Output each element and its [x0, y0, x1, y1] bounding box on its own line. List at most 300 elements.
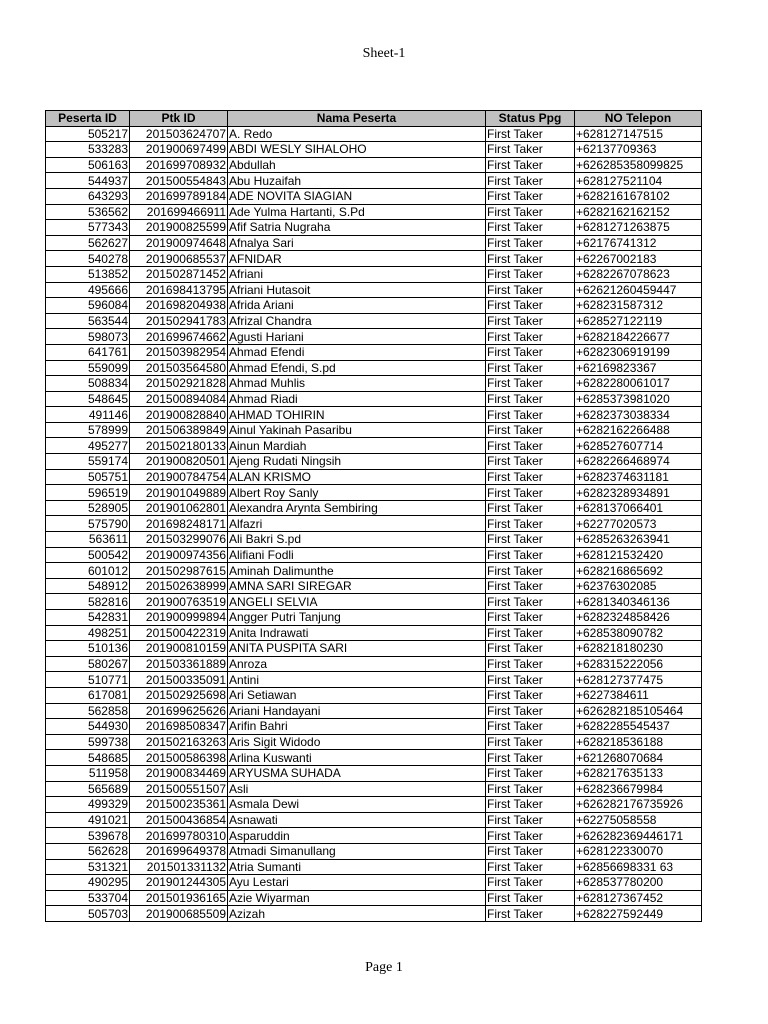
no-telepon-cell: +621268070684	[575, 750, 702, 766]
ptk-id-cell: 201502163263	[130, 734, 228, 750]
nama-peserta-cell: Albert Roy Sanly	[228, 485, 486, 501]
nama-peserta-cell: Anita Indrawati	[228, 625, 486, 641]
no-telepon-cell: +62277020573	[575, 516, 702, 532]
nama-peserta-cell: Ariani Handayani	[228, 703, 486, 719]
status-ppg-cell: First Taker	[486, 173, 575, 189]
no-telepon-cell: +6282373038334	[575, 407, 702, 423]
peserta-id-cell: 499329	[46, 797, 130, 813]
peserta-id-cell: 563611	[46, 532, 130, 548]
table-row	[46, 828, 702, 844]
peserta-id-cell: 577343	[46, 220, 130, 236]
nama-peserta-cell: Ali Bakri S.pd	[228, 532, 486, 548]
table-row	[46, 610, 702, 626]
nama-peserta-cell: ABDI WESLY SIHALOHO	[228, 142, 486, 158]
table-row	[46, 173, 702, 189]
status-ppg-cell: First Taker	[486, 376, 575, 392]
ptk-id-cell: 201698413795	[130, 282, 228, 298]
table-row	[46, 812, 702, 828]
peserta-id-cell: 548685	[46, 750, 130, 766]
nama-peserta-cell: Ainul Yakinah Pasaribu	[228, 422, 486, 438]
table-row	[46, 687, 702, 703]
peserta-id-cell: 596519	[46, 485, 130, 501]
ptk-id-cell: 201699649378	[130, 843, 228, 859]
nama-peserta-cell: Arifin Bahri	[228, 719, 486, 735]
no-telepon-cell: +626282176735926	[575, 797, 702, 813]
nama-peserta-cell: A. Redo	[228, 126, 486, 142]
table-row	[46, 656, 702, 672]
peserta-id-cell: 528905	[46, 500, 130, 516]
ptk-id-cell: 201901244305	[130, 875, 228, 891]
nama-peserta-cell: Ari Setiawan	[228, 687, 486, 703]
ptk-id-cell: 201699708932	[130, 157, 228, 173]
table-row	[46, 563, 702, 579]
status-ppg-cell: First Taker	[486, 687, 575, 703]
table-row	[46, 906, 702, 922]
no-telepon-cell: +628121532420	[575, 547, 702, 563]
ptk-id-cell: 201699780310	[130, 828, 228, 844]
no-telepon-cell: +62169823367	[575, 360, 702, 376]
status-ppg-cell: First Taker	[486, 313, 575, 329]
no-telepon-cell: +6282184226677	[575, 329, 702, 345]
table-row	[46, 516, 702, 532]
ptk-id-cell: 201500894084	[130, 391, 228, 407]
no-telepon-cell: +628538090782	[575, 625, 702, 641]
column-header-no-telepon: NO Telepon	[575, 111, 702, 127]
ptk-id-cell: 201502987615	[130, 563, 228, 579]
status-ppg-cell: First Taker	[486, 485, 575, 501]
no-telepon-cell: +6282374631181	[575, 469, 702, 485]
table-row	[46, 641, 702, 657]
nama-peserta-cell: Asmala Dewi	[228, 797, 486, 813]
table-row	[46, 157, 702, 173]
table-row	[46, 126, 702, 142]
no-telepon-cell: +6282285545437	[575, 719, 702, 735]
status-ppg-cell: First Taker	[486, 719, 575, 735]
peserta-id-cell: 495666	[46, 282, 130, 298]
status-ppg-cell: First Taker	[486, 266, 575, 282]
status-ppg-cell: First Taker	[486, 422, 575, 438]
status-ppg-cell: First Taker	[486, 610, 575, 626]
table-row	[46, 266, 702, 282]
status-ppg-cell: First Taker	[486, 859, 575, 875]
nama-peserta-cell: ADE NOVITA SIAGIAN	[228, 188, 486, 204]
nama-peserta-cell: Alexandra Arynta Sembiring	[228, 500, 486, 516]
nama-peserta-cell: Anroza	[228, 656, 486, 672]
status-ppg-cell: First Taker	[486, 828, 575, 844]
no-telepon-cell: +628236679984	[575, 781, 702, 797]
column-header-ptk-id: Ptk ID	[130, 111, 228, 127]
peserta-id-cell: 643293	[46, 188, 130, 204]
ptk-id-cell: 201501331132	[130, 859, 228, 875]
no-telepon-cell: +6282306919199	[575, 344, 702, 360]
table-row	[46, 391, 702, 407]
peserta-id-cell: 548912	[46, 578, 130, 594]
ptk-id-cell: 201901049889	[130, 485, 228, 501]
no-telepon-cell: +628315222056	[575, 656, 702, 672]
table-row	[46, 454, 702, 470]
no-telepon-cell: +628127521104	[575, 173, 702, 189]
peserta-id-cell: 575790	[46, 516, 130, 532]
table-row	[46, 547, 702, 563]
ptk-id-cell: 201500436854	[130, 812, 228, 828]
peserta-id-cell: 544930	[46, 719, 130, 735]
table-body	[46, 126, 702, 921]
ptk-id-cell: 201699674662	[130, 329, 228, 345]
ptk-id-cell: 201900825599	[130, 220, 228, 236]
no-telepon-cell: +6227384611	[575, 687, 702, 703]
nama-peserta-cell: Afrida Ariani	[228, 298, 486, 314]
ptk-id-cell: 201500335091	[130, 672, 228, 688]
nama-peserta-cell: Agusti Hariani	[228, 329, 486, 345]
nama-peserta-cell: Abu Huzaifah	[228, 173, 486, 189]
no-telepon-cell: +628227592449	[575, 906, 702, 922]
table-row	[46, 797, 702, 813]
nama-peserta-cell: Asnawati	[228, 812, 486, 828]
table-row	[46, 859, 702, 875]
table-row	[46, 765, 702, 781]
ptk-id-cell: 201900834469	[130, 765, 228, 781]
peserta-id-cell: 563544	[46, 313, 130, 329]
no-telepon-cell: +628527122119	[575, 313, 702, 329]
nama-peserta-cell: ARYUSMA SUHADA	[228, 765, 486, 781]
table-row	[46, 843, 702, 859]
status-ppg-cell: First Taker	[486, 563, 575, 579]
no-telepon-cell: +628218536188	[575, 734, 702, 750]
no-telepon-cell: +6282266468974	[575, 454, 702, 470]
no-telepon-cell: +628218180230	[575, 641, 702, 657]
no-telepon-cell: +628127377475	[575, 672, 702, 688]
nama-peserta-cell: Ade Yulma Hartanti, S.Pd	[228, 204, 486, 220]
status-ppg-cell: First Taker	[486, 500, 575, 516]
peserta-id-cell: 513852	[46, 266, 130, 282]
table-row	[46, 142, 702, 158]
status-ppg-cell: First Taker	[486, 750, 575, 766]
ptk-id-cell: 201900784754	[130, 469, 228, 485]
peserta-id-cell: 641761	[46, 344, 130, 360]
column-header-peserta-id: Peserta ID	[46, 111, 130, 127]
peserta-id-cell: 491146	[46, 407, 130, 423]
peserta-id-cell: 511958	[46, 765, 130, 781]
peserta-id-cell: 580267	[46, 656, 130, 672]
peserta-id-cell: 559174	[46, 454, 130, 470]
peserta-id-cell: 539678	[46, 828, 130, 844]
ptk-id-cell: 201900828840	[130, 407, 228, 423]
no-telepon-cell: +62275058558	[575, 812, 702, 828]
table-row	[46, 235, 702, 251]
peserta-id-cell: 562858	[46, 703, 130, 719]
nama-peserta-cell: Afnalya Sari	[228, 235, 486, 251]
peserta-id-cell: 490295	[46, 875, 130, 891]
no-telepon-cell: +628127367452	[575, 890, 702, 906]
nama-peserta-cell: Azie Wiyarman	[228, 890, 486, 906]
no-telepon-cell: +62267002183	[575, 251, 702, 267]
status-ppg-cell: First Taker	[486, 890, 575, 906]
status-ppg-cell: First Taker	[486, 843, 575, 859]
table-row	[46, 594, 702, 610]
status-ppg-cell: First Taker	[486, 360, 575, 376]
no-telepon-cell: +62856698331 63	[575, 859, 702, 875]
status-ppg-cell: First Taker	[486, 344, 575, 360]
nama-peserta-cell: ALAN KRISMO	[228, 469, 486, 485]
no-telepon-cell: +628217635133	[575, 765, 702, 781]
no-telepon-cell: +6282280061017	[575, 376, 702, 392]
peserta-id-cell: 533283	[46, 142, 130, 158]
status-ppg-cell: First Taker	[486, 875, 575, 891]
nama-peserta-cell: Atria Sumanti	[228, 859, 486, 875]
nama-peserta-cell: Antini	[228, 672, 486, 688]
table-row	[46, 781, 702, 797]
table-row	[46, 438, 702, 454]
peserta-id-cell: 617081	[46, 687, 130, 703]
status-ppg-cell: First Taker	[486, 734, 575, 750]
peserta-id-cell: 531321	[46, 859, 130, 875]
nama-peserta-cell: AHMAD TOHIRIN	[228, 407, 486, 423]
peserta-id-cell: 505751	[46, 469, 130, 485]
ptk-id-cell: 201698204938	[130, 298, 228, 314]
nama-peserta-cell: Azizah	[228, 906, 486, 922]
nama-peserta-cell: Ahmad Muhlis	[228, 376, 486, 392]
ptk-id-cell: 201900820501	[130, 454, 228, 470]
ptk-id-cell: 201698508347	[130, 719, 228, 735]
no-telepon-cell: +6282324858426	[575, 610, 702, 626]
ptk-id-cell: 201901062801	[130, 500, 228, 516]
no-telepon-cell: +6285263263941	[575, 532, 702, 548]
ptk-id-cell: 201500235361	[130, 797, 228, 813]
ptk-id-cell: 201503564580	[130, 360, 228, 376]
table-row	[46, 875, 702, 891]
no-telepon-cell: +628122330070	[575, 843, 702, 859]
no-telepon-cell: +6285373981020	[575, 391, 702, 407]
ptk-id-cell: 201500554843	[130, 173, 228, 189]
peserta-id-cell: 544937	[46, 173, 130, 189]
table-row	[46, 422, 702, 438]
nama-peserta-cell: ANITA PUSPITA SARI	[228, 641, 486, 657]
nama-peserta-cell: Afriani Hutasoit	[228, 282, 486, 298]
ptk-id-cell: 201506389849	[130, 422, 228, 438]
table-row	[46, 672, 702, 688]
ptk-id-cell: 201500586398	[130, 750, 228, 766]
ptk-id-cell: 201900685537	[130, 251, 228, 267]
table-row	[46, 188, 702, 204]
sheet-title: Sheet-1	[362, 46, 406, 61]
table-row	[46, 329, 702, 345]
status-ppg-cell: First Taker	[486, 407, 575, 423]
no-telepon-cell: +6282162162152	[575, 204, 702, 220]
table-row	[46, 578, 702, 594]
table-row	[46, 282, 702, 298]
table-row	[46, 407, 702, 423]
page-number: Page 1	[365, 960, 403, 975]
peserta-id-cell: 565689	[46, 781, 130, 797]
peserta-id-cell: 582816	[46, 594, 130, 610]
nama-peserta-cell: Arlina Kuswanti	[228, 750, 486, 766]
status-ppg-cell: First Taker	[486, 220, 575, 236]
peserta-id-cell: 495277	[46, 438, 130, 454]
no-telepon-cell: +6282267078623	[575, 266, 702, 282]
status-ppg-cell: First Taker	[486, 547, 575, 563]
peserta-id-cell: 562627	[46, 235, 130, 251]
table-row	[46, 360, 702, 376]
no-telepon-cell: +628216865692	[575, 563, 702, 579]
peserta-id-cell: 500542	[46, 547, 130, 563]
nama-peserta-cell: Afriani	[228, 266, 486, 282]
no-telepon-cell: +6281340346136	[575, 594, 702, 610]
ptk-id-cell: 201900763519	[130, 594, 228, 610]
status-ppg-cell: First Taker	[486, 454, 575, 470]
no-telepon-cell: +6282162266488	[575, 422, 702, 438]
ptk-id-cell: 201900974648	[130, 235, 228, 251]
status-ppg-cell: First Taker	[486, 282, 575, 298]
nama-peserta-cell: Afrizal Chandra	[228, 313, 486, 329]
peserta-id-cell: 510771	[46, 672, 130, 688]
nama-peserta-cell: Alfazri	[228, 516, 486, 532]
table-row	[46, 220, 702, 236]
table-row	[46, 625, 702, 641]
status-ppg-cell: First Taker	[486, 656, 575, 672]
nama-peserta-cell: Aris Sigit Widodo	[228, 734, 486, 750]
peserta-id-cell: 510136	[46, 641, 130, 657]
nama-peserta-cell: Aminah Dalimunthe	[228, 563, 486, 579]
ptk-id-cell: 201501936165	[130, 890, 228, 906]
status-ppg-cell: First Taker	[486, 797, 575, 813]
table-row	[46, 750, 702, 766]
no-telepon-cell: +626282369446171	[575, 828, 702, 844]
table-row	[46, 500, 702, 516]
ptk-id-cell: 201900685509	[130, 906, 228, 922]
ptk-id-cell: 201900999894	[130, 610, 228, 626]
status-ppg-cell: First Taker	[486, 812, 575, 828]
no-telepon-cell: +6282328934891	[575, 485, 702, 501]
status-ppg-cell: First Taker	[486, 251, 575, 267]
no-telepon-cell: +626285358099825	[575, 157, 702, 173]
status-ppg-cell: First Taker	[486, 906, 575, 922]
no-telepon-cell: +626282185105464	[575, 703, 702, 719]
nama-peserta-cell: Ajeng Rudati Ningsih	[228, 454, 486, 470]
status-ppg-cell: First Taker	[486, 142, 575, 158]
status-ppg-cell: First Taker	[486, 298, 575, 314]
table-row	[46, 251, 702, 267]
status-ppg-cell: First Taker	[486, 516, 575, 532]
ptk-id-cell: 201900974356	[130, 547, 228, 563]
peserta-id-cell: 598073	[46, 329, 130, 345]
nama-peserta-cell: Ahmad Efendi	[228, 344, 486, 360]
peserta-id-cell: 505703	[46, 906, 130, 922]
peserta-id-cell: 562628	[46, 843, 130, 859]
column-header-status-ppg: Status Ppg	[486, 111, 575, 127]
peserta-id-cell: 533704	[46, 890, 130, 906]
ptk-id-cell: 201699789184	[130, 188, 228, 204]
no-telepon-cell: +6282161678102	[575, 188, 702, 204]
nama-peserta-cell: Ahmad Riadi	[228, 391, 486, 407]
status-ppg-cell: First Taker	[486, 329, 575, 345]
peserta-id-cell: 548645	[46, 391, 130, 407]
peserta-id-cell: 536562	[46, 204, 130, 220]
peserta-id-cell: 505217	[46, 126, 130, 142]
ptk-id-cell: 201503982954	[130, 344, 228, 360]
no-telepon-cell: +628127147515	[575, 126, 702, 142]
no-telepon-cell: +62621260459447	[575, 282, 702, 298]
table-row	[46, 469, 702, 485]
table-row	[46, 703, 702, 719]
table-row	[46, 298, 702, 314]
status-ppg-cell: First Taker	[486, 672, 575, 688]
ptk-id-cell: 201503361889	[130, 656, 228, 672]
peserta-id-cell: 508834	[46, 376, 130, 392]
nama-peserta-cell: Abdullah	[228, 157, 486, 173]
ptk-id-cell: 201699625626	[130, 703, 228, 719]
peserta-id-cell: 601012	[46, 563, 130, 579]
table-row	[46, 890, 702, 906]
status-ppg-cell: First Taker	[486, 157, 575, 173]
peserta-id-cell: 491021	[46, 812, 130, 828]
status-ppg-cell: First Taker	[486, 594, 575, 610]
ptk-id-cell: 201500422319	[130, 625, 228, 641]
table-row	[46, 532, 702, 548]
peserta-id-cell: 506163	[46, 157, 130, 173]
status-ppg-cell: First Taker	[486, 625, 575, 641]
status-ppg-cell: First Taker	[486, 438, 575, 454]
peserta-id-cell: 542831	[46, 610, 130, 626]
status-ppg-cell: First Taker	[486, 235, 575, 251]
nama-peserta-cell: AFNIDAR	[228, 251, 486, 267]
peserta-id-cell: 578999	[46, 422, 130, 438]
no-telepon-cell: +62176741312	[575, 235, 702, 251]
status-ppg-cell: First Taker	[486, 391, 575, 407]
peserta-id-cell: 596084	[46, 298, 130, 314]
ptk-id-cell: 201900697499	[130, 142, 228, 158]
peserta-id-cell: 599738	[46, 734, 130, 750]
no-telepon-cell: +628527607714	[575, 438, 702, 454]
status-ppg-cell: First Taker	[486, 188, 575, 204]
ptk-id-cell: 201698248171	[130, 516, 228, 532]
status-ppg-cell: First Taker	[486, 126, 575, 142]
nama-peserta-cell: Afif Satria Nugraha	[228, 220, 486, 236]
nama-peserta-cell: ANGELI SELVIA	[228, 594, 486, 610]
status-ppg-cell: First Taker	[486, 204, 575, 220]
no-telepon-cell: +6281271263875	[575, 220, 702, 236]
table-row	[46, 313, 702, 329]
status-ppg-cell: First Taker	[486, 578, 575, 594]
nama-peserta-cell: Asli	[228, 781, 486, 797]
table-row	[46, 376, 702, 392]
nama-peserta-cell: Atmadi Simanullang	[228, 843, 486, 859]
header-row	[46, 111, 702, 127]
table-row	[46, 719, 702, 735]
ptk-id-cell: 201699466911	[130, 204, 228, 220]
ptk-id-cell: 201502921828	[130, 376, 228, 392]
table-row	[46, 734, 702, 750]
table-row	[46, 204, 702, 220]
participant-table	[45, 110, 702, 922]
ptk-id-cell: 201500551507	[130, 781, 228, 797]
peserta-id-cell: 540278	[46, 251, 130, 267]
nama-peserta-cell: Ainun Mardiah	[228, 438, 486, 454]
no-telepon-cell: +628137066401	[575, 500, 702, 516]
ptk-id-cell: 201503299076	[130, 532, 228, 548]
ptk-id-cell: 201502941783	[130, 313, 228, 329]
nama-peserta-cell: AMNA SARI SIREGAR	[228, 578, 486, 594]
nama-peserta-cell: Alifiani Fodli	[228, 547, 486, 563]
status-ppg-cell: First Taker	[486, 641, 575, 657]
no-telepon-cell: +62137709363	[575, 142, 702, 158]
no-telepon-cell: +628231587312	[575, 298, 702, 314]
no-telepon-cell: +628537780200	[575, 875, 702, 891]
table-row	[46, 344, 702, 360]
peserta-id-cell: 498251	[46, 625, 130, 641]
column-header-nama-peserta: Nama Peserta	[228, 111, 486, 127]
nama-peserta-cell: Asparuddin	[228, 828, 486, 844]
peserta-id-cell: 559099	[46, 360, 130, 376]
